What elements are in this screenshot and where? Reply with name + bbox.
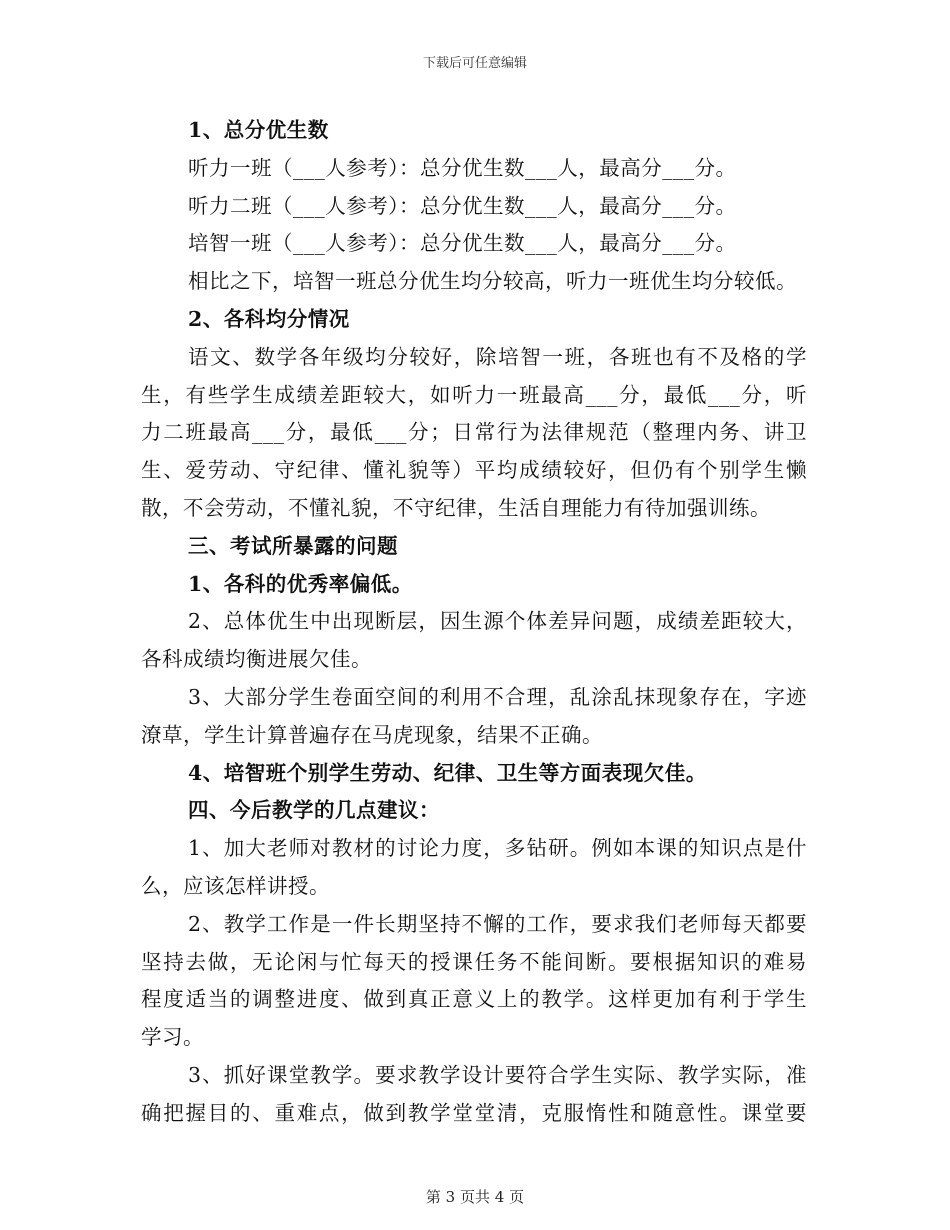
text-line: 听力一班（___人参考）：总分优生数___人，最高分___分。 xyxy=(188,155,737,180)
text-line: 2、各科均分情况 xyxy=(188,306,350,331)
text-line: 4、培智班个别学生劳动、纪律、卫生等方面表现欠佳。 xyxy=(188,760,707,785)
text-line: 3、抓好课堂教学。要求教学设计要符合学生实际、教学实际，准 xyxy=(188,1062,807,1087)
text-line: 听力二班（___人参考）：总分优生数___人，最高分___分。 xyxy=(188,193,737,218)
text-line: 学习。 xyxy=(141,1025,204,1050)
page-header: 下载后可任意编辑 xyxy=(422,56,527,71)
text-line: 生，有些学生成绩差距较大，如听力一班最高___分，最低___分，听 xyxy=(141,382,807,407)
text-line: 散，不会劳动，不懂礼貌，不守纪律，生活自理能力有待加强训练。 xyxy=(141,495,771,520)
text-line: 程度适当的调整进度、做到真正意义上的教学。这样更加有利于学生 xyxy=(141,987,807,1012)
text-line: 2、教学工作是一件长期坚持不懈的工作，要求我们老师每天都要 xyxy=(188,911,807,936)
text-line: 各科成绩均衡进展欠佳。 xyxy=(141,647,372,672)
text-line: 坚持去做，无论闲与忙每天的授课任务不能间断。要根据知识的难易 xyxy=(141,949,807,974)
document-body xyxy=(141,112,807,1133)
text-line: 2、总体优生中出现断层，因生源个体差异问题，成绩差距较大， xyxy=(188,609,807,634)
text-line: 三、考试所暴露的问题 xyxy=(188,533,398,558)
text-line: 语文、数学各年级均分较好，除培智一班，各班也有不及格的学 xyxy=(188,344,807,369)
page-footer: 第 3 页共 4 页 xyxy=(425,1188,525,1206)
text-line: 3、大部分学生卷面空间的利用不合理，乱涂乱抹现象存在，字迹 xyxy=(188,684,807,709)
text-line: 么，应该怎样讲授。 xyxy=(141,873,330,898)
text-line: 生、爱劳动、守纪律、懂礼貌等）平均成绩较好，但仍有个别学生懒 xyxy=(141,458,807,483)
text-line: 1、总分优生数 xyxy=(188,118,329,142)
text-line: 确把握目的、重难点，做到教学堂堂清，克服惰性和随意性。课堂要 xyxy=(141,1100,807,1125)
text-line: 相比之下，培智一班总分优生均分较高，听力一班优生均分较低。 xyxy=(188,269,797,294)
text-line: 四、今后教学的几点建议： xyxy=(188,798,440,823)
text-line: 1、加大老师对教材的讨论力度，多钻研。例如本课的知识点是什 xyxy=(188,836,807,861)
text-line: 潦草，学生计算普遍存在马虎现象，结果不正确。 xyxy=(141,722,603,747)
text-line: 力二班最高___分，最低___分；日常行为法律规范（整理内务、讲卫 xyxy=(141,420,807,445)
text-line: 培智一班（___人参考）：总分优生数___人，最高分___分。 xyxy=(188,231,737,256)
text-line: 1、各科的优秀率偏低。 xyxy=(188,571,413,596)
